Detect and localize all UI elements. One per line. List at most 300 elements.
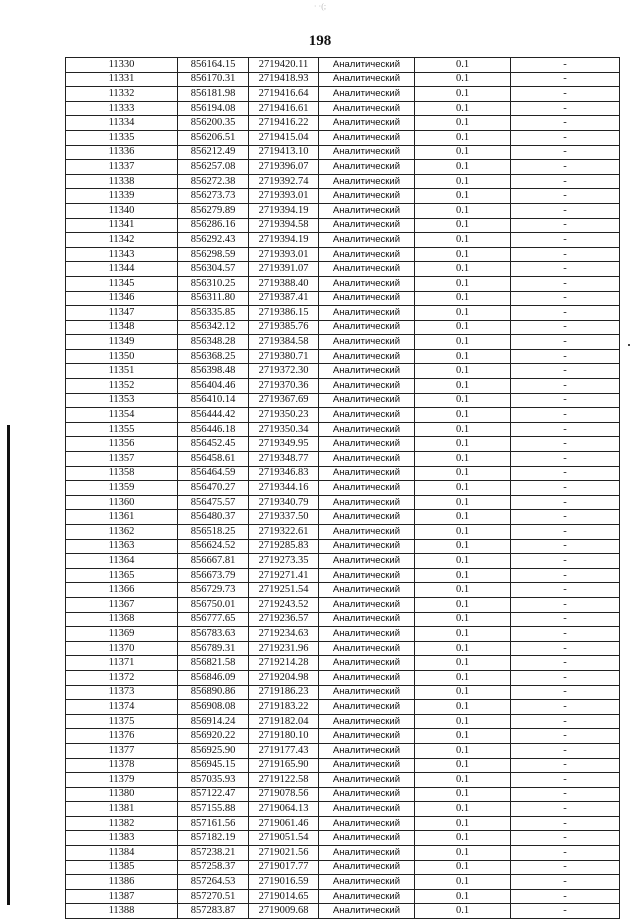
point-number-cell: 11378 [66,758,178,773]
note-cell: - [511,700,620,715]
point-number-cell: 11343 [66,247,178,262]
x-coordinate-cell: 856272.38 [178,174,249,189]
note-cell: - [511,379,620,394]
note-cell: - [511,729,620,744]
method-cell: Аналитический [319,816,415,831]
method-cell: Аналитический [319,160,415,175]
note-cell: - [511,320,620,335]
x-coordinate-cell: 856458.61 [178,452,249,467]
accuracy-cell: 0.1 [415,233,511,248]
table-row [66,87,620,102]
y-coordinate-cell: 2719236.57 [249,612,319,627]
x-coordinate-cell: 856446.18 [178,422,249,437]
coordinates-table-body [66,58,620,919]
accuracy-cell: 0.1 [415,408,511,423]
method-cell: Аналитический [319,466,415,481]
point-number-cell: 11375 [66,714,178,729]
x-coordinate-cell: 857270.51 [178,889,249,904]
method-cell: Аналитический [319,831,415,846]
x-coordinate-cell: 857238.21 [178,846,249,861]
y-coordinate-cell: 2719393.01 [249,189,319,204]
method-cell: Аналитический [319,846,415,861]
point-number-cell: 11353 [66,393,178,408]
note-cell: - [511,860,620,875]
x-coordinate-cell: 856945.15 [178,758,249,773]
accuracy-cell: 0.1 [415,437,511,452]
accuracy-cell: 0.1 [415,335,511,350]
y-coordinate-cell: 2719051.54 [249,831,319,846]
point-number-cell: 11332 [66,87,178,102]
y-coordinate-cell: 2719273.35 [249,554,319,569]
accuracy-cell: 0.1 [415,452,511,467]
method-cell: Аналитический [319,306,415,321]
accuracy-cell: 0.1 [415,218,511,233]
y-coordinate-cell: 2719346.83 [249,466,319,481]
x-coordinate-cell: 856164.15 [178,58,249,73]
y-coordinate-cell: 2719165.90 [249,758,319,773]
table-row [66,130,620,145]
point-number-cell: 11365 [66,568,178,583]
y-coordinate-cell: 2719394.58 [249,218,319,233]
table-row [66,802,620,817]
note-cell: - [511,743,620,758]
table-row [66,568,620,583]
table-row [66,247,620,262]
accuracy-cell: 0.1 [415,174,511,189]
x-coordinate-cell: 856890.86 [178,685,249,700]
point-number-cell: 11359 [66,481,178,496]
method-cell: Аналитический [319,904,415,919]
method-cell: Аналитический [319,437,415,452]
accuracy-cell: 0.1 [415,481,511,496]
point-number-cell: 11352 [66,379,178,394]
x-coordinate-cell: 857264.53 [178,875,249,890]
note-cell: - [511,554,620,569]
point-number-cell: 11346 [66,291,178,306]
note-cell: - [511,247,620,262]
point-number-cell: 11345 [66,276,178,291]
accuracy-cell: 0.1 [415,656,511,671]
table-row [66,525,620,540]
x-coordinate-cell: 856920.22 [178,729,249,744]
accuracy-cell: 0.1 [415,831,511,846]
table-row [66,306,620,321]
table-row [66,116,620,131]
x-coordinate-cell: 856335.85 [178,306,249,321]
x-coordinate-cell: 856200.35 [178,116,249,131]
method-cell: Аналитический [319,714,415,729]
table-row [66,904,620,919]
note-cell: - [511,627,620,642]
x-coordinate-cell: 856475.57 [178,495,249,510]
accuracy-cell: 0.1 [415,276,511,291]
accuracy-cell: 0.1 [415,758,511,773]
x-coordinate-cell: 856398.48 [178,364,249,379]
method-cell: Аналитический [319,583,415,598]
y-coordinate-cell: 2719349.95 [249,437,319,452]
y-coordinate-cell: 2719350.34 [249,422,319,437]
x-coordinate-cell: 856925.90 [178,743,249,758]
accuracy-cell: 0.1 [415,203,511,218]
point-number-cell: 11330 [66,58,178,73]
note-cell: - [511,583,620,598]
table-row [66,437,620,452]
accuracy-cell: 0.1 [415,787,511,802]
y-coordinate-cell: 2719380.71 [249,349,319,364]
method-cell: Аналитический [319,145,415,160]
x-coordinate-cell: 856310.25 [178,276,249,291]
x-coordinate-cell: 857161.56 [178,816,249,831]
table-row [66,583,620,598]
method-cell: Аналитический [319,174,415,189]
note-cell: - [511,437,620,452]
y-coordinate-cell: 2719180.10 [249,729,319,744]
table-row [66,466,620,481]
point-number-cell: 11381 [66,802,178,817]
note-cell: - [511,787,620,802]
table-row [66,875,620,890]
y-coordinate-cell: 2719386.15 [249,306,319,321]
point-number-cell: 11358 [66,466,178,481]
note-cell: - [511,422,620,437]
table-row [66,816,620,831]
note-cell: - [511,349,620,364]
table-row [66,291,620,306]
note-cell: - [511,525,620,540]
point-number-cell: 11350 [66,349,178,364]
accuracy-cell: 0.1 [415,495,511,510]
table-row [66,189,620,204]
table-row [66,539,620,554]
method-cell: Аналитический [319,203,415,218]
point-number-cell: 11339 [66,189,178,204]
table-row [66,831,620,846]
x-coordinate-cell: 856518.25 [178,525,249,540]
y-coordinate-cell: 2719204.98 [249,670,319,685]
point-number-cell: 11340 [66,203,178,218]
point-number-cell: 11373 [66,685,178,700]
note-cell: - [511,641,620,656]
y-coordinate-cell: 2719413.10 [249,145,319,160]
x-coordinate-cell: 856206.51 [178,130,249,145]
point-number-cell: 11374 [66,700,178,715]
point-number-cell: 11336 [66,145,178,160]
accuracy-cell: 0.1 [415,422,511,437]
x-coordinate-cell: 857155.88 [178,802,249,817]
point-number-cell: 11370 [66,641,178,656]
x-coordinate-cell: 856279.89 [178,203,249,218]
point-number-cell: 11347 [66,306,178,321]
accuracy-cell: 0.1 [415,627,511,642]
y-coordinate-cell: 2719396.07 [249,160,319,175]
point-number-cell: 11357 [66,452,178,467]
x-coordinate-cell: 856452.45 [178,437,249,452]
table-row [66,758,620,773]
accuracy-cell: 0.1 [415,875,511,890]
method-cell: Аналитический [319,875,415,890]
method-cell: Аналитический [319,364,415,379]
note-cell: - [511,758,620,773]
table-row [66,714,620,729]
x-coordinate-cell: 856908.08 [178,700,249,715]
method-cell: Аналитический [319,233,415,248]
x-coordinate-cell: 856170.31 [178,72,249,87]
method-cell: Аналитический [319,568,415,583]
note-cell: - [511,58,620,73]
y-coordinate-cell: 2719416.22 [249,116,319,131]
table-row [66,481,620,496]
note-cell: - [511,233,620,248]
method-cell: Аналитический [319,349,415,364]
accuracy-cell: 0.1 [415,773,511,788]
note-cell: - [511,612,620,627]
method-cell: Аналитический [319,554,415,569]
note-cell: - [511,481,620,496]
x-coordinate-cell: 856464.59 [178,466,249,481]
x-coordinate-cell: 856404.46 [178,379,249,394]
point-number-cell: 11362 [66,525,178,540]
y-coordinate-cell: 2719243.52 [249,597,319,612]
y-coordinate-cell: 2719370.36 [249,379,319,394]
y-coordinate-cell: 2719186.23 [249,685,319,700]
accuracy-cell: 0.1 [415,130,511,145]
accuracy-cell: 0.1 [415,802,511,817]
point-number-cell: 11342 [66,233,178,248]
note-cell: - [511,466,620,481]
y-coordinate-cell: 2719183.22 [249,700,319,715]
method-cell: Аналитический [319,627,415,642]
x-coordinate-cell: 857122.47 [178,787,249,802]
x-coordinate-cell: 856444.42 [178,408,249,423]
accuracy-cell: 0.1 [415,525,511,540]
note-cell: - [511,568,620,583]
y-coordinate-cell: 2719394.19 [249,233,319,248]
note-cell: - [511,773,620,788]
table-row [66,218,620,233]
y-coordinate-cell: 2719387.41 [249,291,319,306]
method-cell: Аналитический [319,218,415,233]
table-row [66,335,620,350]
method-cell: Аналитический [319,408,415,423]
y-coordinate-cell: 2719231.96 [249,641,319,656]
point-number-cell: 11367 [66,597,178,612]
note-cell: - [511,816,620,831]
table-row [66,860,620,875]
method-cell: Аналитический [319,320,415,335]
table-row [66,160,620,175]
point-number-cell: 11386 [66,875,178,890]
table-row [66,203,620,218]
table-row [66,72,620,87]
note-cell: - [511,802,620,817]
y-coordinate-cell: 2719384.58 [249,335,319,350]
table-row [66,554,620,569]
accuracy-cell: 0.1 [415,743,511,758]
table-row [66,101,620,116]
table-row [66,495,620,510]
table-row [66,846,620,861]
y-coordinate-cell: 2719122.58 [249,773,319,788]
x-coordinate-cell: 856257.08 [178,160,249,175]
y-coordinate-cell: 2719415.04 [249,130,319,145]
table-row [66,276,620,291]
y-coordinate-cell: 2719064.13 [249,802,319,817]
method-cell: Аналитический [319,189,415,204]
point-number-cell: 11338 [66,174,178,189]
table-row [66,262,620,277]
x-coordinate-cell: 856194.08 [178,101,249,116]
y-coordinate-cell: 2719348.77 [249,452,319,467]
method-cell: Аналитический [319,247,415,262]
accuracy-cell: 0.1 [415,116,511,131]
x-coordinate-cell: 856729.73 [178,583,249,598]
method-cell: Аналитический [319,641,415,656]
note-cell: - [511,889,620,904]
accuracy-cell: 0.1 [415,101,511,116]
method-cell: Аналитический [319,116,415,131]
x-coordinate-cell: 856311.80 [178,291,249,306]
point-number-cell: 11366 [66,583,178,598]
coordinates-table-wrapper [65,57,620,919]
accuracy-cell: 0.1 [415,612,511,627]
accuracy-cell: 0.1 [415,247,511,262]
point-number-cell: 11361 [66,510,178,525]
method-cell: Аналитический [319,393,415,408]
scan-margin-bar [7,425,10,905]
y-coordinate-cell: 2719016.59 [249,875,319,890]
accuracy-cell: 0.1 [415,889,511,904]
note-cell: - [511,831,620,846]
y-coordinate-cell: 2719350.23 [249,408,319,423]
accuracy-cell: 0.1 [415,597,511,612]
accuracy-cell: 0.1 [415,320,511,335]
method-cell: Аналитический [319,860,415,875]
x-coordinate-cell: 856181.98 [178,87,249,102]
accuracy-cell: 0.1 [415,262,511,277]
y-coordinate-cell: 2719009.68 [249,904,319,919]
method-cell: Аналитический [319,539,415,554]
method-cell: Аналитический [319,656,415,671]
y-coordinate-cell: 2719271.41 [249,568,319,583]
accuracy-cell: 0.1 [415,510,511,525]
point-number-cell: 11385 [66,860,178,875]
x-coordinate-cell: 856342.12 [178,320,249,335]
accuracy-cell: 0.1 [415,729,511,744]
x-coordinate-cell: 856368.25 [178,349,249,364]
note-cell: - [511,276,620,291]
accuracy-cell: 0.1 [415,568,511,583]
y-coordinate-cell: 2719078.56 [249,787,319,802]
method-cell: Аналитический [319,452,415,467]
accuracy-cell: 0.1 [415,58,511,73]
y-coordinate-cell: 2719418.93 [249,72,319,87]
method-cell: Аналитический [319,130,415,145]
note-cell: - [511,101,620,116]
point-number-cell: 11368 [66,612,178,627]
note-cell: - [511,495,620,510]
accuracy-cell: 0.1 [415,685,511,700]
note-cell: - [511,510,620,525]
note-cell: - [511,160,620,175]
accuracy-cell: 0.1 [415,291,511,306]
x-coordinate-cell: 856273.73 [178,189,249,204]
note-cell: - [511,408,620,423]
accuracy-cell: 0.1 [415,904,511,919]
accuracy-cell: 0.1 [415,860,511,875]
x-coordinate-cell: 857035.93 [178,773,249,788]
table-row [66,393,620,408]
x-coordinate-cell: 857258.37 [178,860,249,875]
note-cell: - [511,116,620,131]
x-coordinate-cell: 857283.87 [178,904,249,919]
y-coordinate-cell: 2719367.69 [249,393,319,408]
accuracy-cell: 0.1 [415,160,511,175]
accuracy-cell: 0.1 [415,816,511,831]
x-coordinate-cell: 856624.52 [178,539,249,554]
point-number-cell: 11335 [66,130,178,145]
method-cell: Аналитический [319,262,415,277]
point-number-cell: 11369 [66,627,178,642]
method-cell: Аналитический [319,685,415,700]
method-cell: Аналитический [319,597,415,612]
scan-mark: · ·(; [313,2,327,11]
point-number-cell: 11383 [66,831,178,846]
accuracy-cell: 0.1 [415,583,511,598]
y-coordinate-cell: 2719392.74 [249,174,319,189]
note-cell: - [511,306,620,321]
x-coordinate-cell: 856212.49 [178,145,249,160]
note-cell: - [511,130,620,145]
point-number-cell: 11333 [66,101,178,116]
table-row [66,889,620,904]
point-number-cell: 11334 [66,116,178,131]
y-coordinate-cell: 2719394.19 [249,203,319,218]
method-cell: Аналитический [319,72,415,87]
note-cell: - [511,904,620,919]
point-number-cell: 11387 [66,889,178,904]
table-row [66,656,620,671]
point-number-cell: 11360 [66,495,178,510]
coordinates-table [65,57,620,919]
method-cell: Аналитический [319,802,415,817]
x-coordinate-cell: 856846.09 [178,670,249,685]
table-row [66,773,620,788]
y-coordinate-cell: 2719391.07 [249,262,319,277]
point-number-cell: 11341 [66,218,178,233]
table-row [66,58,620,73]
accuracy-cell: 0.1 [415,145,511,160]
x-coordinate-cell: 856292.43 [178,233,249,248]
note-cell: - [511,670,620,685]
x-coordinate-cell: 856821.58 [178,656,249,671]
table-row [66,320,620,335]
note-cell: - [511,72,620,87]
table-row [66,612,620,627]
accuracy-cell: 0.1 [415,714,511,729]
table-row [66,670,620,685]
table-row [66,787,620,802]
page-number: 198 [308,33,332,49]
point-number-cell: 11364 [66,554,178,569]
x-coordinate-cell: 856304.57 [178,262,249,277]
method-cell: Аналитический [319,670,415,685]
point-number-cell: 11337 [66,160,178,175]
point-number-cell: 11376 [66,729,178,744]
point-number-cell: 11379 [66,773,178,788]
table-row [66,452,620,467]
method-cell: Аналитический [319,276,415,291]
note-cell: - [511,539,620,554]
